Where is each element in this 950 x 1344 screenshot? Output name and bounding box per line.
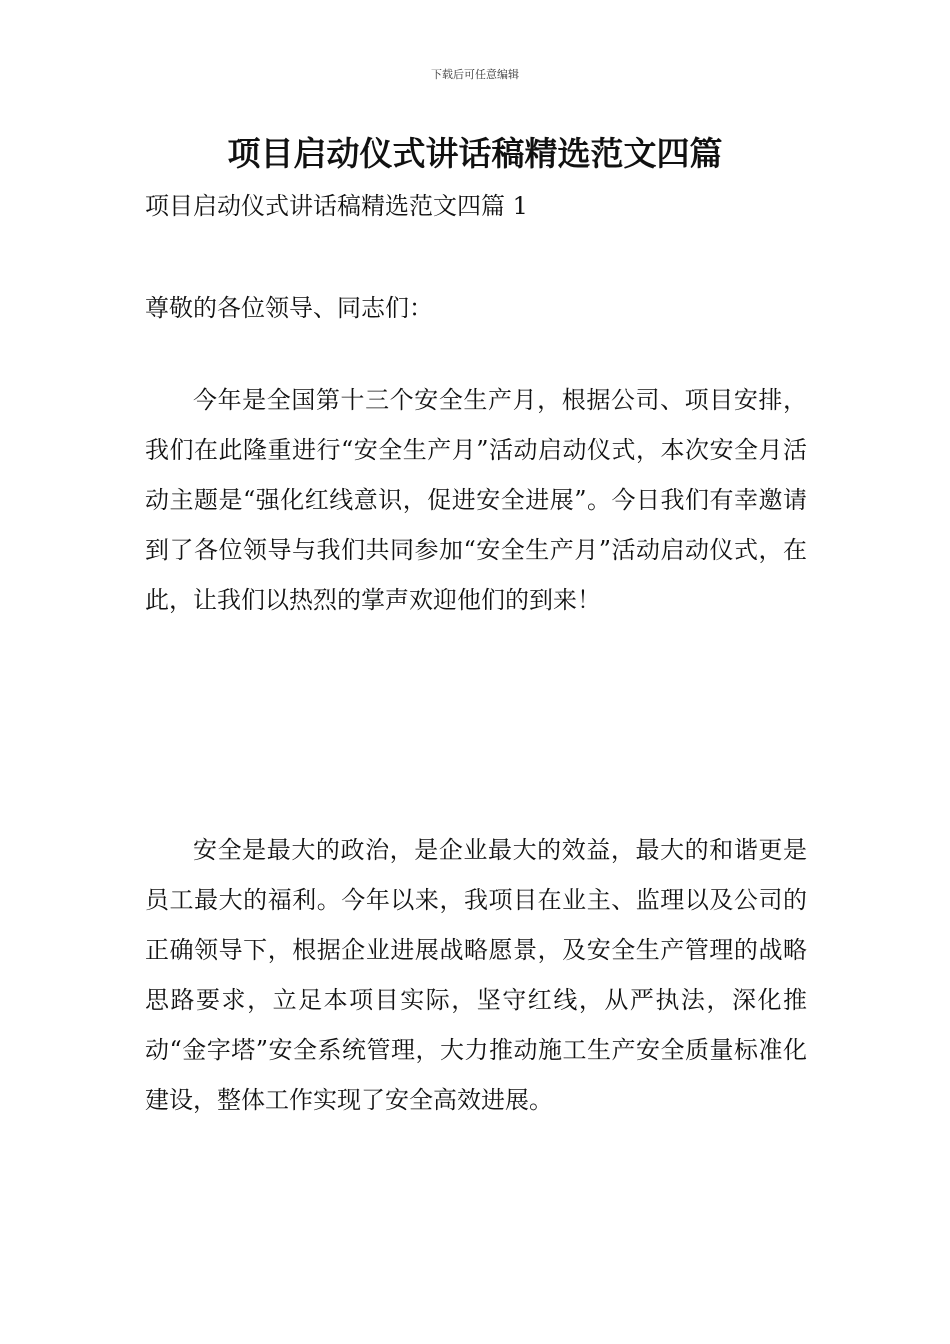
section-subtitle: 项目启动仪式讲话稿精选范文四篇 1	[145, 192, 528, 220]
salutation: 尊敬的各位领导、同志们：	[145, 294, 433, 322]
header-note: 下载后可任意编辑	[431, 68, 519, 81]
body-paragraph: 安全是最大的政治，是企业最大的效益，最大的和谐更是员工最大的福利。今年以来，我项目在业主、监理以及公司的正确领导下，根据企业进展战略愿景，及安全生产管理的战略思路要求，立足本项目实际，坚守红线，从严执法，深化推动“金字塔”安全系统管理，大力推动施工生产安全质量标准化建设，整体工作实现了安全高效进展。	[145, 836, 807, 1114]
document-title: 项目启动仪式讲话稿精选范文四篇	[227, 134, 723, 173]
body-paragraph: 今年是全国第十三个安全生产月，根据公司、项目安排，我们在此隆重进行“安全生产月”活动启动仪式，本次安全月活动主题是“强化红线意识，促进安全进展”。今日我们有幸邀请到了各位领导与我们共同参加“安全生产月”活动启动仪式，在此，让我们以热烈的掌声欢迎他们的到来！	[145, 386, 807, 614]
